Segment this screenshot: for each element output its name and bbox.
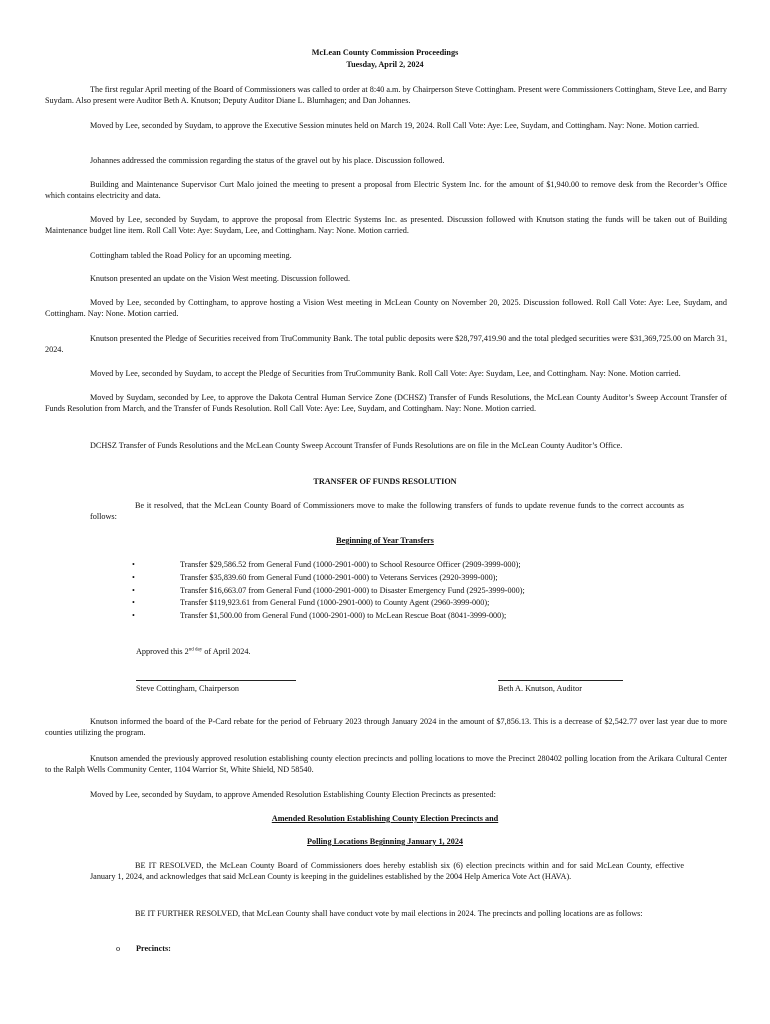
paragraph-executive-session: Moved by Lee, seconded by Suydam, to approve the Executive Session minutes held on March 19, 2024. Roll Call Vote: Aye: Lee, Suydam, and Cottingham. Nay: None. Motion carried. <box>90 121 700 130</box>
resolution-intro: Be it resolved, that the McLean County Board of Commissioners move to make the following transfers of funds to update revenue funds to the correct accounts as follows: <box>90 501 684 521</box>
resolution-heading: TRANSFER OF FUNDS RESOLUTION <box>313 477 457 486</box>
paragraph-pledge-securities: Knutson presented the Pledge of Securities received from TruCommunity Bank. The total public deposits were $28,797,419.90 and the total pledged securities were $31,369,725.00 on March 31, 2024. <box>45 334 727 354</box>
paragraph-precinct-amendment: Knutson amended the previously approved resolution establishing county election precincts and polling locations to move the Precinct 280402 polling location from the Arikara Cultural Center to the Ralph Wells Community Center, 1104 Warrior St, White Shield, ND 58540. <box>45 754 727 774</box>
paragraph-dchsz-on-file: DCHSZ Transfer of Funds Resolutions and the McLean County Sweep Account Transfer of Funds Resolutions are on file in the McLean County Auditor’s Office. <box>90 441 623 450</box>
election-resolved-1: BE IT RESOLVED, the McLean County Board of Commissioners does hereby establish six (6) election precincts within and for said McLean County, effective January 1, 2024, and acknowledges that said McLean County is keeping in the guidelines established by the 2004 Help America Vote Act (HAVA). <box>90 861 684 881</box>
list-item <box>132 597 692 610</box>
transfer-text: Transfer $1,500.00 from General Fund (1000-2901-000) to McLean Rescue Boat (8041-3999-000); <box>180 611 507 621</box>
circle-bullet-icon: o <box>116 944 121 953</box>
approval-suffix: of April 2024. <box>202 647 251 656</box>
precincts-label: Precincts: <box>136 944 171 953</box>
document-title: McLean County Commission Proceedings <box>311 48 459 57</box>
bullet-icon: • <box>132 560 135 569</box>
approval-line <box>136 646 250 657</box>
election-heading-line-2: Polling Locations Beginning January 1, 2024 <box>306 837 464 846</box>
transfer-text: Transfer $16,663.07 from General Fund (1000-2901-000) to Disaster Emergency Fund (2925-3999-000); <box>180 585 525 595</box>
transfer-text: Transfer $119,923.61 from General Fund (1000-2901-000) to County Agent (2960-3999-000); <box>180 598 490 608</box>
transfer-text: Transfer $35,839.60 from General Fund (1000-2901-000) to Veterans Services (2920-3999-000); <box>180 572 498 582</box>
paragraph-vision-west-motion: Moved by Lee, seconded by Cottingham, to approve hosting a Vision West meeting in McLean County on November 20, 2025. Discussion followed. Roll Call Vote: Aye: Lee, Suydam, and Cottingham. Nay: None. Motion carried. <box>45 298 727 318</box>
paragraph-gravel: Johannes addressed the commission regarding the status of the gravel out by his place. Discussion followed. <box>90 156 445 165</box>
list-item <box>132 559 692 572</box>
approval-superscript: nd day <box>188 647 203 653</box>
bullet-icon: • <box>132 598 135 608</box>
list-item <box>132 572 692 585</box>
meeting-date: Tuesday, April 2, 2024 <box>346 60 424 69</box>
precincts-list-item <box>116 943 171 954</box>
election-resolved-2: BE IT FURTHER RESOLVED, that McLean County shall have conduct vote by mail elections in 2024. The precincts and polling locations are as follows: <box>135 909 643 918</box>
signer-chairperson: Steve Cottingham, Chairperson <box>136 684 240 693</box>
list-item <box>132 585 692 598</box>
paragraph-pledge-motion: Moved by Lee, seconded by Suydam, to accept the Pledge of Securities from TruCommunity Bank. Roll Call Vote: Aye: Suydam, Lee, and Cottingham. Nay: None. Motion carried. <box>90 369 681 378</box>
approval-prefix: Approved this 2 <box>136 647 189 656</box>
signature-line-left <box>136 680 296 681</box>
resolution-subheading: Beginning of Year Transfers <box>336 536 434 545</box>
paragraph-electric-approval: Moved by Lee, seconded by Suydam, to approve the proposal from Electric Systems Inc. as presented. Discussion followed with Knutson stating the funds will be taken out of Building Maintenance budget line item. Roll Call Vote: Aye: Suydam, Lee, and Cottingham. Nay: None. Motion carried. <box>45 215 727 235</box>
paragraph-dchsz-motion: Moved by Suydam, seconded by Lee, to approve the Dakota Central Human Service Zone (DCHSZ) Transfer of Funds Resolutions, the McLean County Auditor’s Sweep Account Transfer of Funds Resolution from March, and the Transfer of Funds Resolution. Roll Call Vote: Aye: Lee, Suydam, and Cottingham. Nay: None. Motion carried. <box>45 393 727 413</box>
bullet-icon: • <box>132 611 135 621</box>
bullet-icon: • <box>132 572 135 582</box>
election-heading-line-1: Amended Resolution Establishing County Election Precincts and <box>271 814 499 823</box>
bullet-icon: • <box>132 585 135 595</box>
paragraph-pcard-rebate: Knutson informed the board of the P-Card rebate for the period of February 2023 through January 2024 in the amount of $7,856.13. This is a decrease of $2,542.77 over last year due to more counties utilizing the program. <box>45 717 727 737</box>
paragraph-road-policy: Cottingham tabled the Road Policy for an upcoming meeting. <box>90 251 292 260</box>
transfer-list <box>132 559 692 623</box>
paragraph-electric-proposal: Building and Maintenance Supervisor Curt Malo joined the meeting to present a proposal from Electric System Inc. for the amount of $1,940.00 to remove desk from the Recorder’s Office which contains electricity and data. <box>45 180 727 200</box>
list-item <box>132 610 692 623</box>
signature-line-right <box>498 680 623 681</box>
signer-auditor: Beth A. Knutson, Auditor <box>498 684 582 693</box>
paragraph-vision-west-update: Knutson presented an update on the Vision West meeting. Discussion followed. <box>90 274 351 283</box>
paragraph-call-to-order: The first regular April meeting of the Board of Commissioners was called to order at 8:40 a.m. by Chairperson Steve Cottingham. Present were Commissioners Cottingham, Steve Lee, and Barry Suydam. Also present were Auditor Beth A. Knutson; Deputy Auditor Diane L. Blumhagen; and Dan Johannes. <box>45 85 727 105</box>
paragraph-election-motion: Moved by Lee, seconded by Suydam, to approve Amended Resolution Establishing County Election Precincts as presented: <box>90 790 496 799</box>
transfer-text: Transfer $29,586.52 from General Fund (1000-2901-000) to School Resource Officer (2909-3999-000); <box>180 560 521 569</box>
